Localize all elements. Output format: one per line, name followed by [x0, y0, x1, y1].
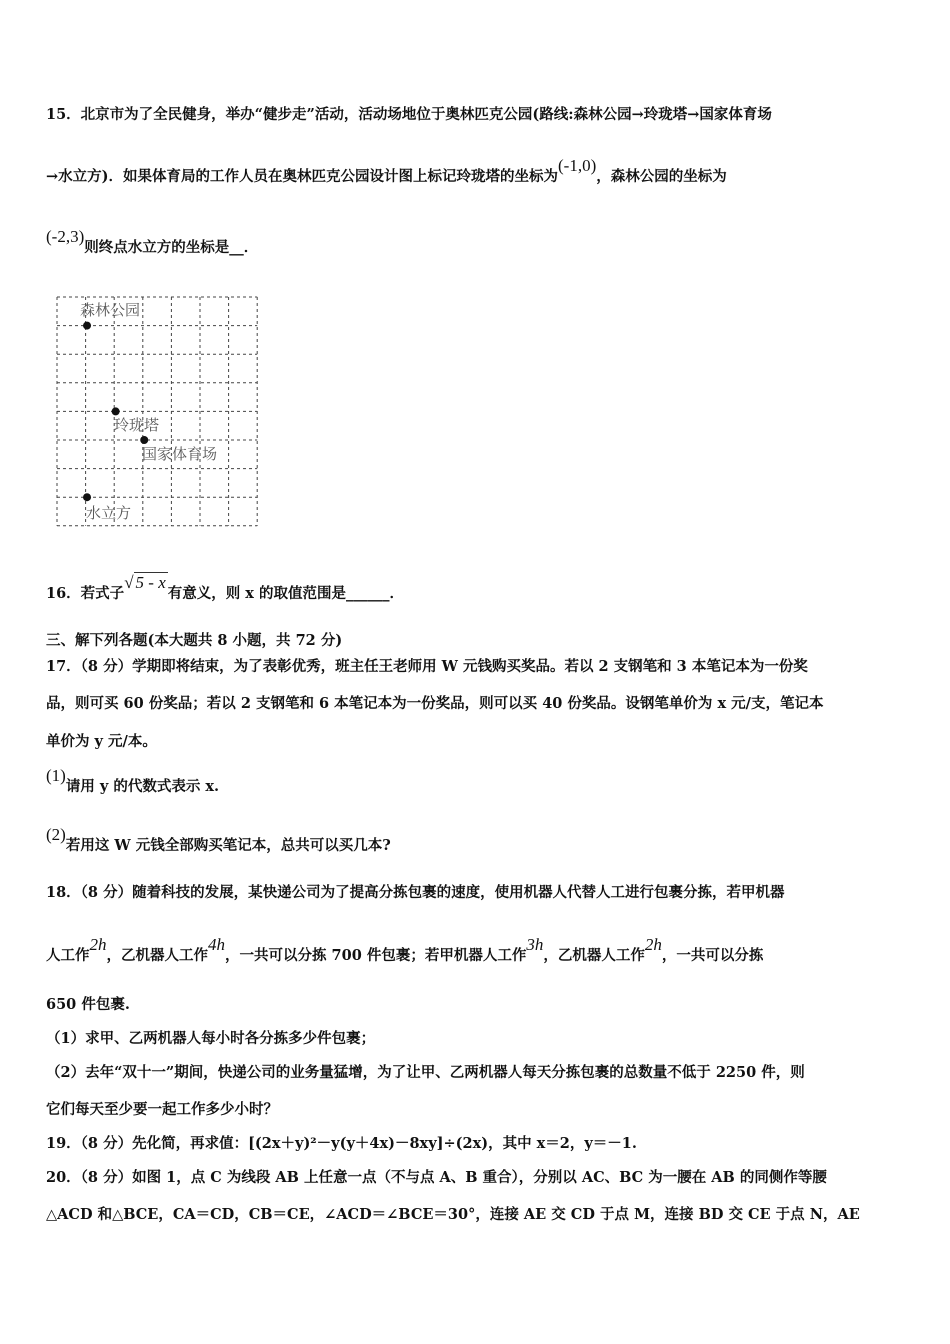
- label-water-cube: 水立方: [86, 504, 132, 522]
- q16-suffix: 有意义，则 x 的取值范围是______．: [167, 585, 404, 602]
- q17-part1-text: 请用 y 的代数式表示 x.: [65, 778, 220, 795]
- q18-seg1: 人工作: [46, 947, 90, 964]
- q17-part1-num: (1): [46, 766, 66, 785]
- q17-part2: [46, 825, 391, 855]
- q18-line2: [46, 935, 764, 965]
- section-3-heading: 三、解下列各题(本大题共 8 小题，共 72 分): [46, 632, 343, 649]
- q17-line2: 品，则可买 60 份奖品；若以 2 支钢笔和 6 本笔记本为一份奖品，则可以买 40 份奖品。设钢笔单价为 x 元/支，笔记本: [46, 695, 824, 712]
- label-forest: 森林公园: [80, 301, 141, 319]
- coord-forest: (-2,3): [46, 227, 85, 246]
- label-tower: 玲珑塔: [114, 416, 160, 434]
- q18-seg2: ，乙机器人工作: [106, 947, 208, 964]
- point-water-cube: [83, 493, 91, 501]
- sqrt-expression: √ 5 - x: [124, 573, 166, 592]
- q17-line3: 单价为 y 元/本。: [46, 733, 157, 750]
- q20-line1: 20．（8 分）如图 1，点 C 为线段 AB 上任意一点（不与点 A、B 重合），分别以 AC、BC 为一腰在 AB 的同侧作等腰: [46, 1169, 827, 1186]
- point-stadium: [140, 436, 148, 444]
- q18-seg5: ，一共可以分拣: [661, 947, 764, 964]
- q15-line1: 15．北京市为了全民健身，举办“健步走”活动，活动场地位于奥林匹克公园(路线:森林公园→玲珑塔→国家体育场: [46, 106, 772, 123]
- q15-line3: [46, 227, 259, 257]
- q15-line2-a: →水立方)．如果体育局的工作人员在奥林匹克公园设计图上标记玲珑塔的坐标为: [46, 168, 559, 185]
- time-2: 4h: [208, 935, 225, 954]
- q20-line2: △ACD 和△BCE，CA＝CD，CB＝CE，∠ACD＝∠BCE＝30°，连接 AE 交 CD 于点 M，连接 BD 交 CE 于点 N，AE: [46, 1206, 860, 1223]
- q18-seg4: ，乙机器人工作: [543, 947, 645, 964]
- sqrt-radicand: 5 - x: [135, 573, 166, 592]
- q18-part1: （1）求甲、乙两机器人每小时各分拣多少件包裹；: [46, 1030, 376, 1047]
- q17-part2-text: 若用这 W 元钱全部购买笔记本，总共可以买几本?: [65, 837, 391, 854]
- q17-part2-num: (2): [46, 825, 66, 844]
- time-4: 2h: [644, 935, 662, 954]
- time-3: 3h: [526, 935, 544, 954]
- q18-line1: 18．（8 分）随着科技的发展，某快递公司为了提高分拣包裹的速度，使用机器人代替人工进行包裹分拣，若甲机器: [46, 884, 785, 901]
- grid-lines: [57, 297, 257, 526]
- q18-part2-line1: （2）去年“双十一”期间，快递公司的业务量猛增，为了让甲、乙两机器人每天分拣包裹的总数量不低于 2250 件，则: [46, 1064, 805, 1081]
- q16-prefix: 16．若式子: [46, 585, 125, 602]
- q15-line2-b: ，森林公园的坐标为: [596, 168, 727, 185]
- q18-line3: 650 件包裹.: [46, 996, 130, 1013]
- point-forest: [83, 322, 91, 330]
- q15-line2: [46, 156, 727, 186]
- q19-line: 19．（8 分）先化简，再求值：[(2x＋y)²－y(y＋4x)－8xy]÷(2x)，其中 x＝2，y＝－1.: [46, 1135, 637, 1152]
- map-points: [83, 322, 148, 502]
- time-1: 2h: [89, 935, 107, 954]
- q18-part2-line2: 它们每天至少要一起工作多少小时？: [46, 1101, 278, 1118]
- q16-line: [46, 573, 404, 603]
- point-tower: [112, 407, 120, 415]
- q15-line3-text: 则终点水立方的坐标是__．: [84, 239, 259, 256]
- q18-seg3: ，一共可以分拣 700 件包裹；若甲机器人工作: [225, 947, 527, 964]
- q17-part1: [46, 766, 220, 796]
- q17-line1: 17．（8 分）学期即将结束，为了表彰优秀，班主任王老师用 W 元钱购买奖品。若以 2 支钢笔和 3 本笔记本为一份奖: [46, 658, 808, 675]
- park-map-figure: [48, 293, 260, 527]
- coord-tower: (-1,0): [558, 156, 597, 175]
- label-stadium: 国家体育场: [142, 445, 218, 463]
